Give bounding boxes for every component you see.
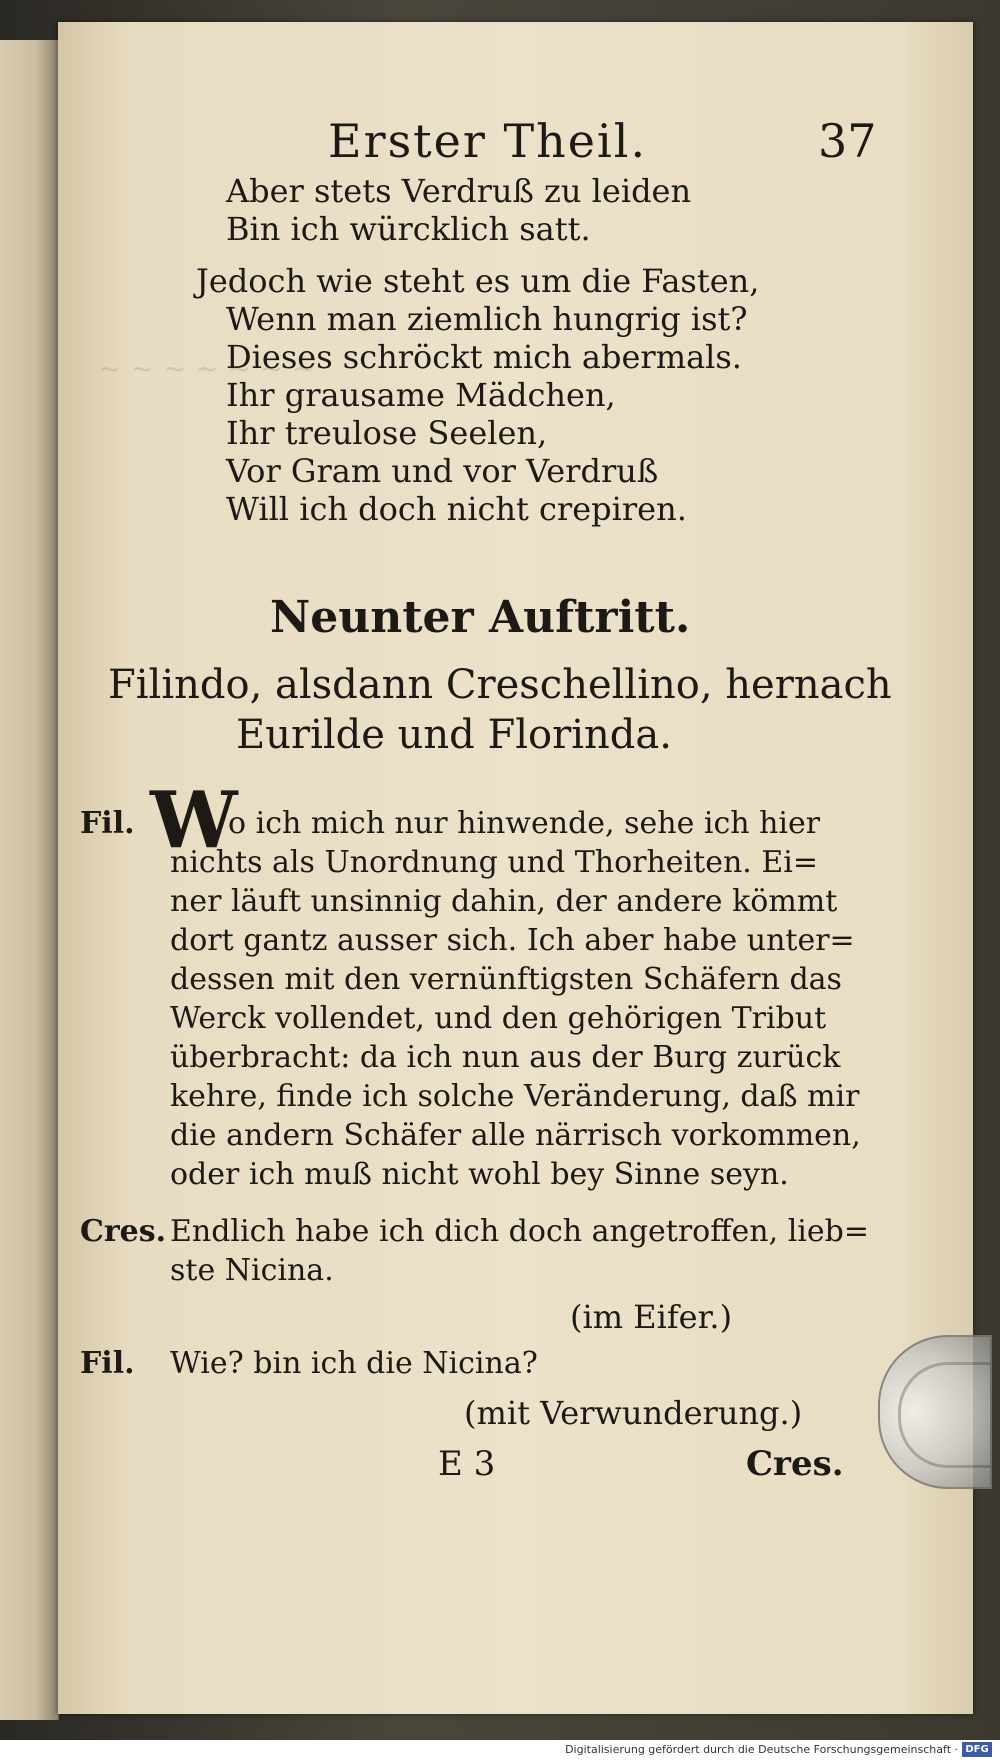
speaker-label: Cres. (80, 1214, 167, 1249)
verse-line: Dieses schröckt mich abermals. (226, 338, 742, 376)
verse-line: Ihr grausame Mädchen, (226, 376, 616, 414)
speech-line: die andern Schäfer alle närrisch vorkommen, (170, 1118, 861, 1153)
speaker-label: Fil. (80, 806, 135, 841)
page-holder-clip (878, 1335, 992, 1489)
book-page (58, 22, 973, 1714)
digitization-credit: Digitalisierung gefördert durch die Deutsche Forschungsgemeinschaft · (565, 1743, 958, 1756)
speech-line: kehre, finde ich solche Veränderung, daß mir (170, 1079, 860, 1114)
catchword: Cres. (746, 1444, 844, 1484)
speech-line: dort gantz ausser sich. Ich aber habe unter= (170, 923, 855, 958)
speaker-label: Fil. (80, 1346, 135, 1381)
page-number: 37 (818, 114, 877, 168)
verse-line: Vor Gram und vor Verdruß (226, 452, 659, 490)
verse-line: Will ich doch nicht crepiren. (226, 490, 687, 528)
running-header: Erster Theil. (328, 114, 648, 168)
speech-line: dessen mit den vernünftigsten Schäfern das (170, 962, 842, 997)
drop-cap: W (150, 775, 238, 866)
stage-direction: (im Eifer.) (570, 1298, 733, 1336)
speech-line: Endlich habe ich dich doch angetroffen, lieb= (170, 1214, 869, 1249)
speech-line: ste Nicina. (170, 1253, 334, 1288)
speech-line: oder ich muß nicht wohl bey Sinne seyn. (170, 1157, 789, 1192)
verse-line: Jedoch wie steht es um die Fasten, (196, 262, 760, 300)
speech-line: überbracht: da ich nun aus der Burg zurück (170, 1040, 841, 1075)
speech-line: Werck vollendet, und den gehörigen Tribut (170, 1001, 827, 1036)
dfg-logo-icon: DFG (962, 1742, 992, 1757)
verse-line: Bin ich würcklich satt. (226, 210, 591, 248)
persons-line: Eurilde und Florinda. (236, 712, 672, 758)
verse-line: Aber stets Verdruß zu leiden (226, 172, 692, 210)
previous-page-edge (0, 40, 59, 1720)
signature-mark: E 3 (438, 1444, 496, 1484)
show-through: ~ ~ ~ ~ ~ ~ ~ (98, 352, 316, 385)
verse-line: Wenn man ziemlich hungrig ist? (226, 300, 748, 338)
verse-line: Ihr treulose Seelen, (226, 414, 548, 452)
persons-line: Filindo, alsdann Creschellino, hernach (108, 662, 892, 708)
scene-heading: Neunter Auftritt. (270, 592, 691, 643)
clip-rim (898, 1362, 991, 1468)
speech-line: ner läuft unsinnig dahin, der andere kömmt (170, 884, 838, 919)
speech-line: Wie? bin ich die Nicina? (170, 1346, 538, 1381)
stage-direction: (mit Verwunderung.) (464, 1394, 803, 1432)
speech-line: nichts als Unordnung und Thorheiten. Ei= (170, 845, 818, 880)
speech-line: o ich mich nur hinwende, sehe ich hier (228, 806, 821, 841)
